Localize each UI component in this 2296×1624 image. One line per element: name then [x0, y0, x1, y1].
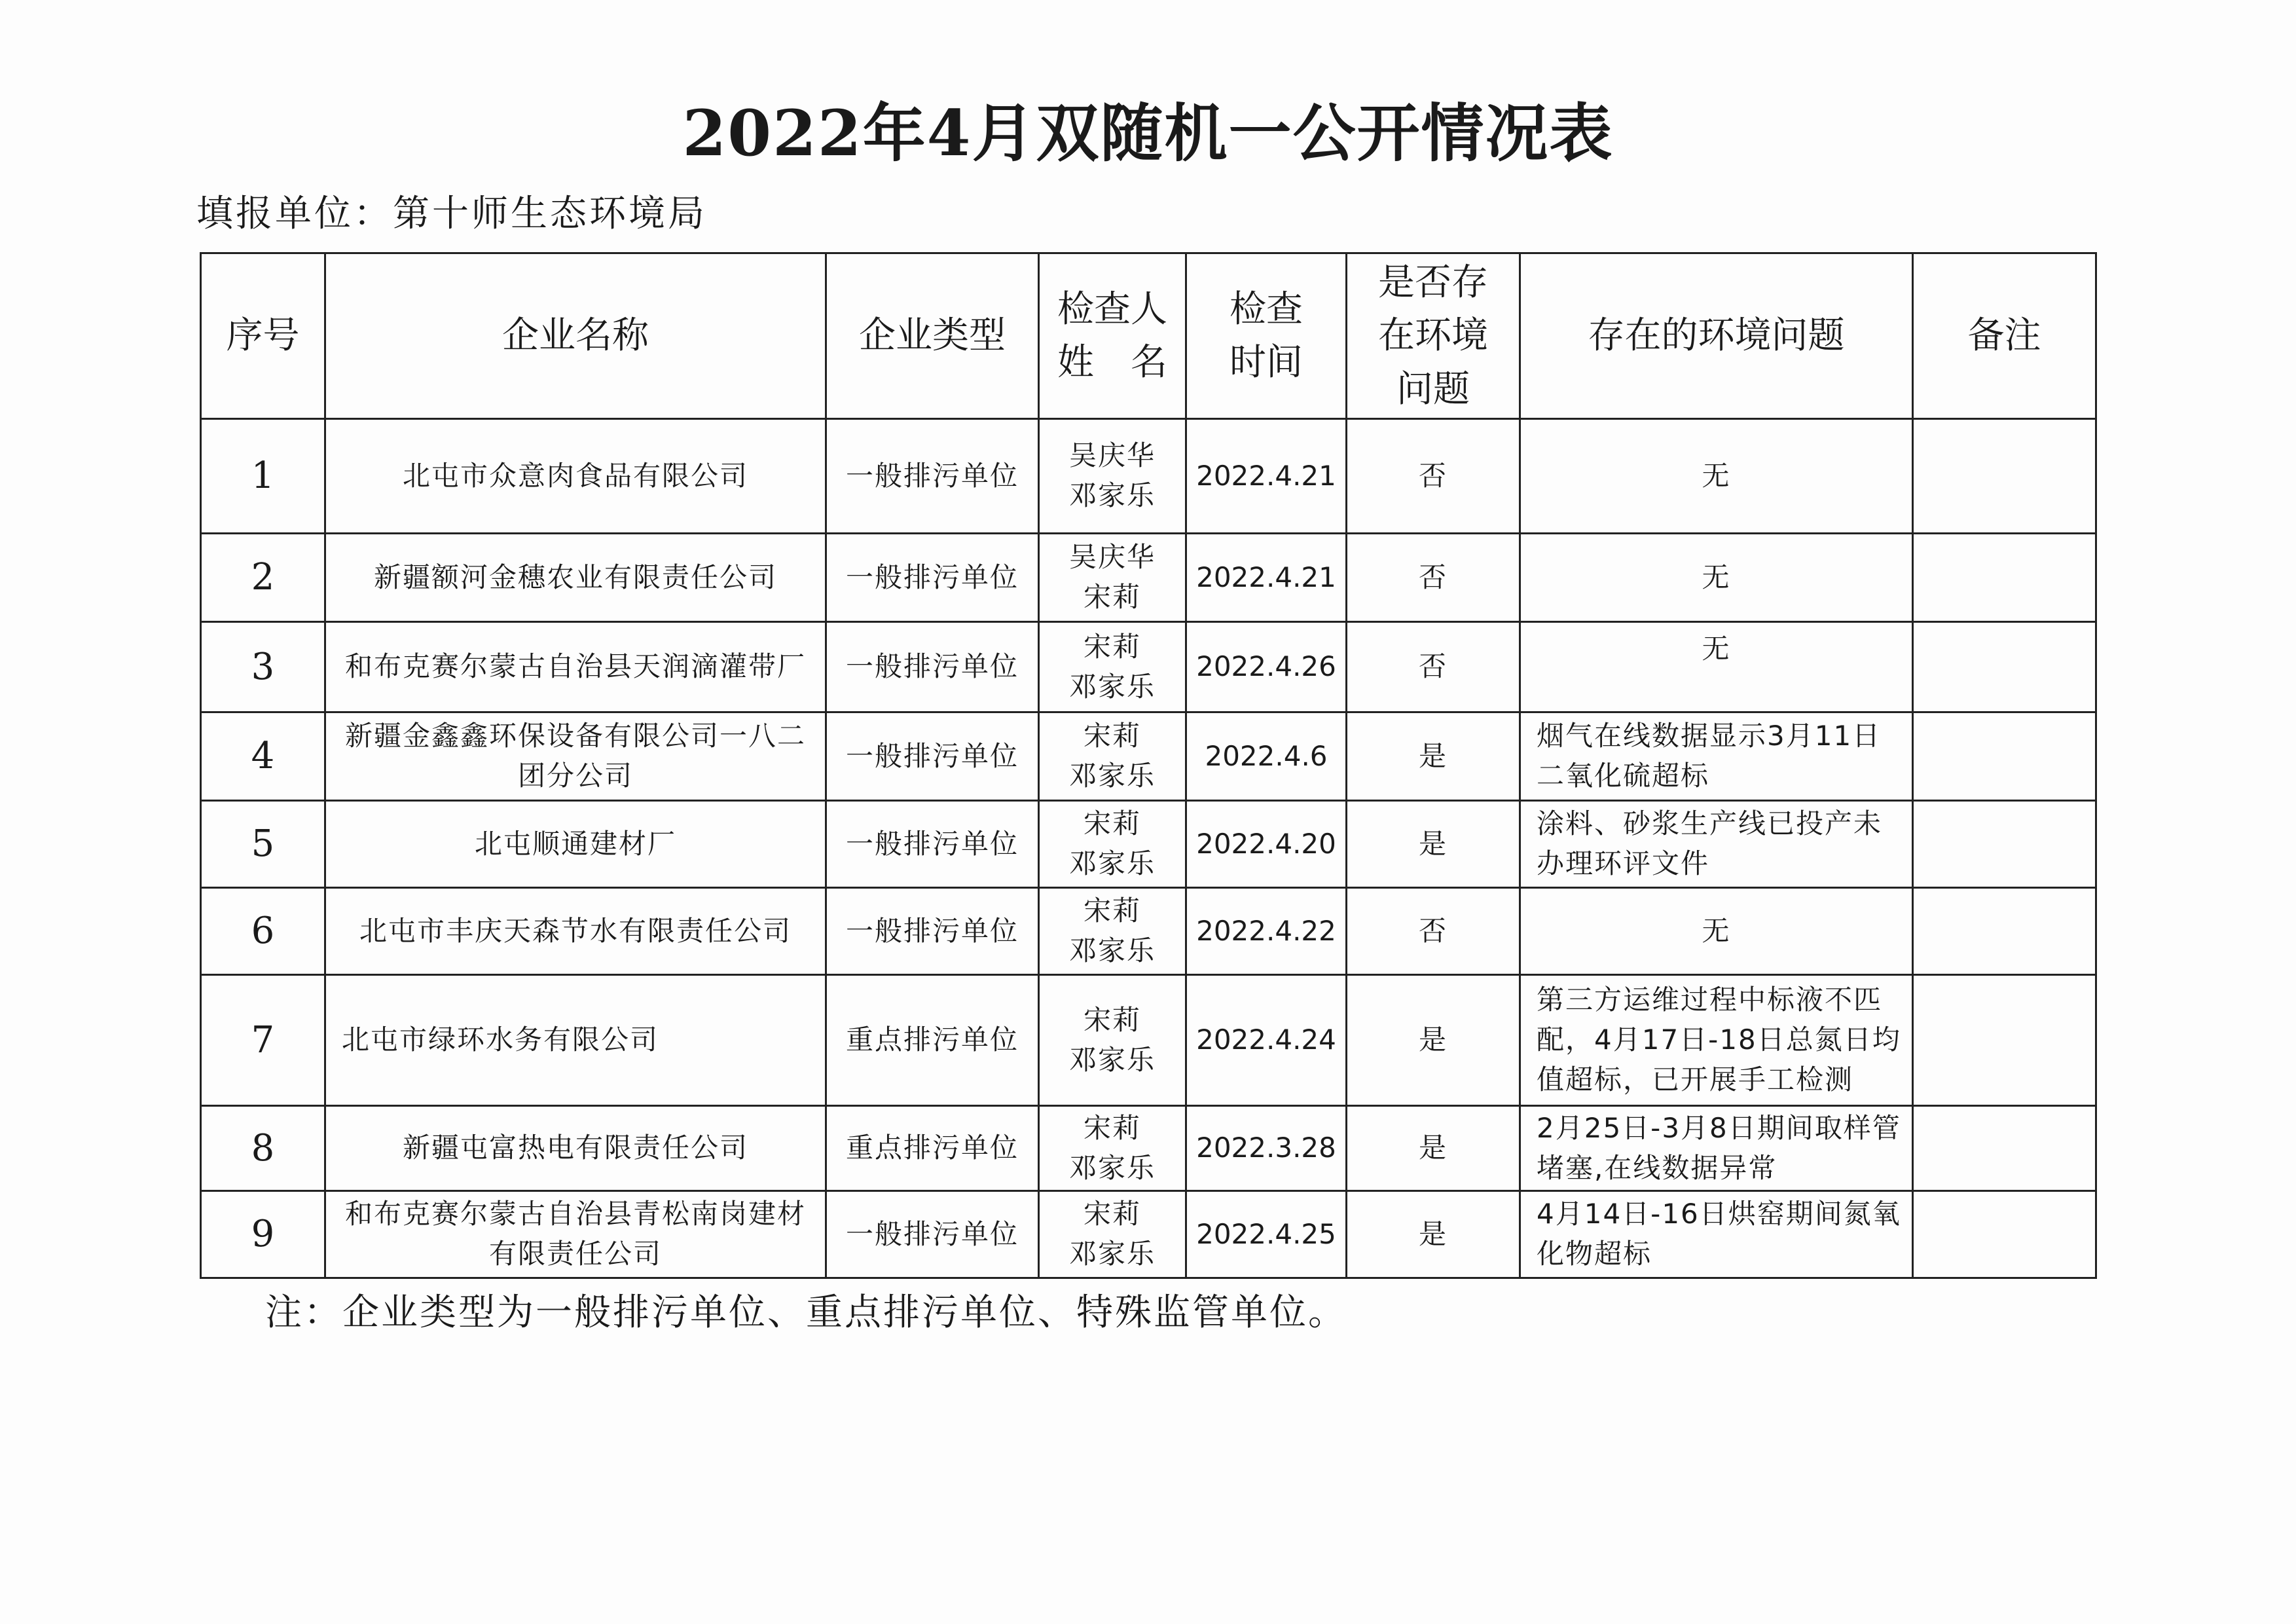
- cell-has-issue: 是: [1347, 712, 1520, 801]
- cell-inspectors: [1039, 888, 1186, 975]
- cell-inspector-1: 宋莉: [1083, 895, 1141, 927]
- cell-seq: 7: [201, 975, 325, 1106]
- cell-type: 一般排污单位: [826, 534, 1039, 622]
- cell-inspector-1: 宋莉: [1083, 1111, 1141, 1144]
- header-inspector: [1039, 253, 1186, 419]
- cell-type: 一般排污单位: [826, 801, 1039, 888]
- cell-remarks: [1913, 622, 2096, 712]
- cell-has-issue: 是: [1347, 1191, 1520, 1278]
- header-issues: 存在的环境问题: [1520, 253, 1913, 419]
- cell-inspector-2: 邓家乐: [1068, 670, 1156, 703]
- header-has-issue: [1347, 253, 1520, 419]
- cell-remarks: [1913, 534, 2096, 622]
- cell-seq: 3: [201, 622, 325, 712]
- cell-date: 2022.4.21: [1186, 419, 1347, 534]
- cell-date: 2022.4.20: [1186, 801, 1347, 888]
- cell-seq: 9: [201, 1191, 325, 1278]
- cell-inspectors: [1039, 534, 1186, 622]
- cell-issues: 4月14日-16日烘窑期间氮氧化物超标: [1520, 1191, 1913, 1278]
- cell-inspector-2: 宋莉: [1083, 581, 1141, 613]
- table-row: [201, 712, 2096, 801]
- cell-seq: 1: [201, 419, 325, 534]
- reporting-unit: [196, 185, 707, 237]
- cell-inspector-1: 宋莉: [1083, 1003, 1141, 1036]
- header-time-line2: 时间: [1230, 341, 1303, 384]
- table-row: [201, 888, 2096, 975]
- cell-inspector-2: 邓家乐: [1068, 1238, 1156, 1270]
- cell-date: 2022.4.6: [1186, 712, 1347, 801]
- cell-issues: 烟气在线数据显示3月11日二氧化硫超标: [1520, 712, 1913, 801]
- cell-inspector-2: 邓家乐: [1068, 1043, 1156, 1076]
- cell-issues: 涂料、砂浆生产线已投产未办理环评文件: [1520, 801, 1913, 888]
- header-has-issue-line1: 是否存: [1378, 261, 1488, 304]
- cell-type: 一般排污单位: [826, 888, 1039, 975]
- cell-issues: 无: [1520, 419, 1913, 534]
- cell-date: 2022.4.25: [1186, 1191, 1347, 1278]
- cell-type: 重点排污单位: [826, 1106, 1039, 1191]
- header-time: [1186, 253, 1347, 419]
- cell-company: 新疆屯富热电有限责任公司: [325, 1106, 826, 1191]
- cell-type: 一般排污单位: [826, 1191, 1039, 1278]
- cell-issues: 第三方运维过程中标液不匹配，4月17日-18日总氮日均值超标，已开展手工检测: [1520, 975, 1913, 1106]
- table-header-row: [201, 253, 2096, 419]
- table-row: [201, 975, 2096, 1106]
- cell-inspector-1: 吴庆华: [1068, 541, 1156, 574]
- cell-remarks: [1913, 888, 2096, 975]
- header-has-issue-line3: 问题: [1396, 367, 1470, 411]
- cell-inspectors: [1039, 1191, 1186, 1278]
- cell-type: 一般排污单位: [826, 712, 1039, 801]
- cell-has-issue: 是: [1347, 801, 1520, 888]
- cell-issues: 2月25日-3月8日期间取样管堵塞,在线数据异常: [1520, 1106, 1913, 1191]
- cell-inspectors: [1039, 622, 1186, 712]
- header-inspector-line1: 检查人: [1057, 287, 1167, 331]
- cell-date: 2022.4.24: [1186, 975, 1347, 1106]
- cell-has-issue: 否: [1347, 419, 1520, 534]
- table-row: [201, 1106, 2096, 1191]
- cell-company: 北屯顺通建材厂: [325, 801, 826, 888]
- header-remarks: 备注: [1913, 253, 2096, 419]
- cell-seq: 6: [201, 888, 325, 975]
- cell-date: 2022.3.28: [1186, 1106, 1347, 1191]
- reporting-unit-label: 填报单位：: [196, 193, 393, 235]
- document-title: 2022年4月双随机一公开情况表: [682, 96, 1614, 170]
- cell-remarks: [1913, 712, 2096, 801]
- cell-company: 北屯市众意肉食品有限公司: [325, 419, 826, 534]
- cell-remarks: [1913, 419, 2096, 534]
- table-row: [201, 1191, 2096, 1278]
- cell-company: 新疆额河金穗农业有限责任公司: [325, 534, 826, 622]
- cell-inspector-1: 宋莉: [1083, 807, 1141, 840]
- cell-remarks: [1913, 975, 2096, 1106]
- cell-has-issue: 是: [1347, 1106, 1520, 1191]
- reporting-unit-value: 第十师生态环境局: [393, 193, 707, 235]
- cell-inspectors: [1039, 1106, 1186, 1191]
- cell-has-issue: 是: [1347, 975, 1520, 1106]
- table-row: [201, 419, 2096, 534]
- header-type: 企业类型: [826, 253, 1039, 419]
- cell-type: 一般排污单位: [826, 419, 1039, 534]
- cell-inspectors: [1039, 801, 1186, 888]
- cell-company: 北屯市丰庆天森节水有限责任公司: [325, 888, 826, 975]
- cell-inspector-2: 邓家乐: [1068, 479, 1156, 511]
- cell-remarks: [1913, 1106, 2096, 1191]
- inspection-table: [200, 252, 2097, 1279]
- cell-company: 新疆金鑫鑫环保设备有限公司一八二团分公司: [325, 712, 826, 801]
- cell-date: 2022.4.21: [1186, 534, 1347, 622]
- cell-seq: 2: [201, 534, 325, 622]
- header-seq: 序号: [201, 253, 325, 419]
- cell-inspector-2: 邓家乐: [1068, 934, 1156, 967]
- cell-issues: 无: [1520, 888, 1913, 975]
- cell-inspector-1: 吴庆华: [1068, 439, 1156, 472]
- table-row: [201, 534, 2096, 622]
- table-row: [201, 622, 2096, 712]
- header-inspector-line2: 姓 名: [1057, 341, 1167, 384]
- cell-inspectors: [1039, 419, 1186, 534]
- cell-seq: 5: [201, 801, 325, 888]
- cell-remarks: [1913, 1191, 2096, 1278]
- footnote: 注：企业类型为一般排污单位、重点排污单位、特殊监管单位。: [265, 1291, 1347, 1334]
- cell-inspector-1: 宋莉: [1083, 1198, 1141, 1230]
- header-time-line1: 检查: [1230, 287, 1303, 331]
- cell-seq: 8: [201, 1106, 325, 1191]
- cell-issues: 无: [1520, 534, 1913, 622]
- cell-inspector-2: 邓家乐: [1068, 760, 1156, 792]
- header-has-issue-line2: 在环境: [1378, 314, 1488, 358]
- cell-date: 2022.4.26: [1186, 622, 1347, 712]
- cell-has-issue: 否: [1347, 622, 1520, 712]
- cell-inspector-2: 邓家乐: [1068, 1151, 1156, 1184]
- cell-type: 一般排污单位: [826, 622, 1039, 712]
- cell-company: 和布克赛尔蒙古自治县天润滴灌带厂: [325, 622, 826, 712]
- cell-company: 和布克赛尔蒙古自治县青松南岗建材有限责任公司: [325, 1191, 826, 1278]
- cell-has-issue: 否: [1347, 888, 1520, 975]
- cell-type: 重点排污单位: [826, 975, 1039, 1106]
- cell-inspectors: [1039, 712, 1186, 801]
- cell-inspector-1: 宋莉: [1083, 630, 1141, 663]
- cell-issues: 无: [1520, 622, 1913, 712]
- cell-remarks: [1913, 801, 2096, 888]
- cell-company: 北屯市绿环水务有限公司: [325, 975, 826, 1106]
- cell-has-issue: 否: [1347, 534, 1520, 622]
- cell-inspector-1: 宋莉: [1083, 720, 1141, 752]
- header-company: 企业名称: [325, 253, 826, 419]
- table-row: [201, 801, 2096, 888]
- cell-inspector-2: 邓家乐: [1068, 847, 1156, 879]
- cell-seq: 4: [201, 712, 325, 801]
- cell-inspectors: [1039, 975, 1186, 1106]
- cell-date: 2022.4.22: [1186, 888, 1347, 975]
